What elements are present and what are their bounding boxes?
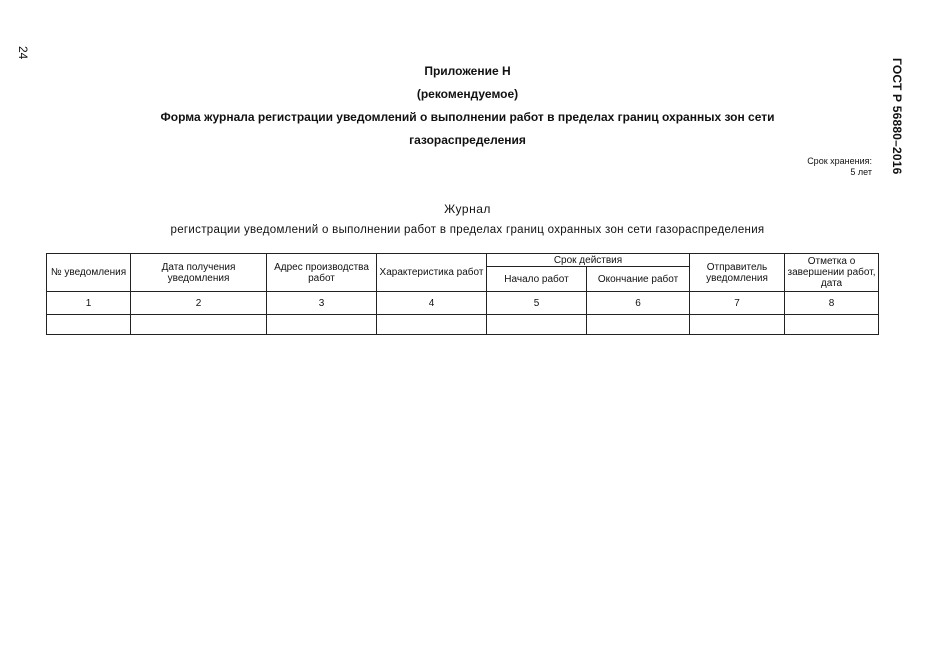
column-number: 1 [47, 292, 131, 315]
header-completion-mark: Отметка о завершении работ, дата [785, 254, 879, 292]
annex-status: (рекомендуемое) [416, 87, 519, 101]
header-validity-period: Срок действия [487, 254, 690, 267]
empty-cell [487, 315, 587, 335]
form-title-line1: Форма журнала регистрации уведомлений о выполнении работ в пределах границ охранных зон сети [160, 110, 775, 124]
page-number: 24 [16, 46, 30, 60]
storage-period [807, 156, 872, 178]
empty-cell [587, 315, 690, 335]
form-title-line2: газораспределения [409, 133, 526, 147]
header-work-start: Начало работ [487, 267, 587, 292]
column-number: 6 [587, 292, 690, 315]
header-work-end: Окончание работ [587, 267, 690, 292]
storage-label: Срок хранения: [807, 156, 872, 166]
empty-cell [690, 315, 785, 335]
empty-entry-row [47, 315, 879, 335]
journal-subtitle: регистрации уведомлений о выполнении работ в пределах границ охранных зон сети газораспределения [170, 224, 765, 236]
column-number-row [47, 292, 879, 315]
journal-table [46, 253, 879, 335]
empty-cell [47, 315, 131, 335]
column-number: 8 [785, 292, 879, 315]
header-work-characteristics: Характеристика работ [377, 254, 487, 292]
journal-title: Журнал [444, 202, 491, 216]
column-number: 5 [487, 292, 587, 315]
header-sender: Отправитель уведомления [690, 254, 785, 292]
empty-cell [785, 315, 879, 335]
empty-cell [267, 315, 377, 335]
empty-cell [131, 315, 267, 335]
column-number: 2 [131, 292, 267, 315]
storage-value: 5 лет [850, 167, 872, 177]
column-number: 7 [690, 292, 785, 315]
standard-designation: ГОСТ Р 56880–2016 [890, 58, 904, 175]
empty-cell [377, 315, 487, 335]
header-receipt-date: Дата получения уведомления [131, 254, 267, 292]
header-notification-number: № уведомления [47, 254, 131, 292]
annex-title: Приложение Н [424, 64, 511, 78]
column-number: 3 [267, 292, 377, 315]
header-work-address: Адрес производства работ [267, 254, 377, 292]
column-number: 4 [377, 292, 487, 315]
